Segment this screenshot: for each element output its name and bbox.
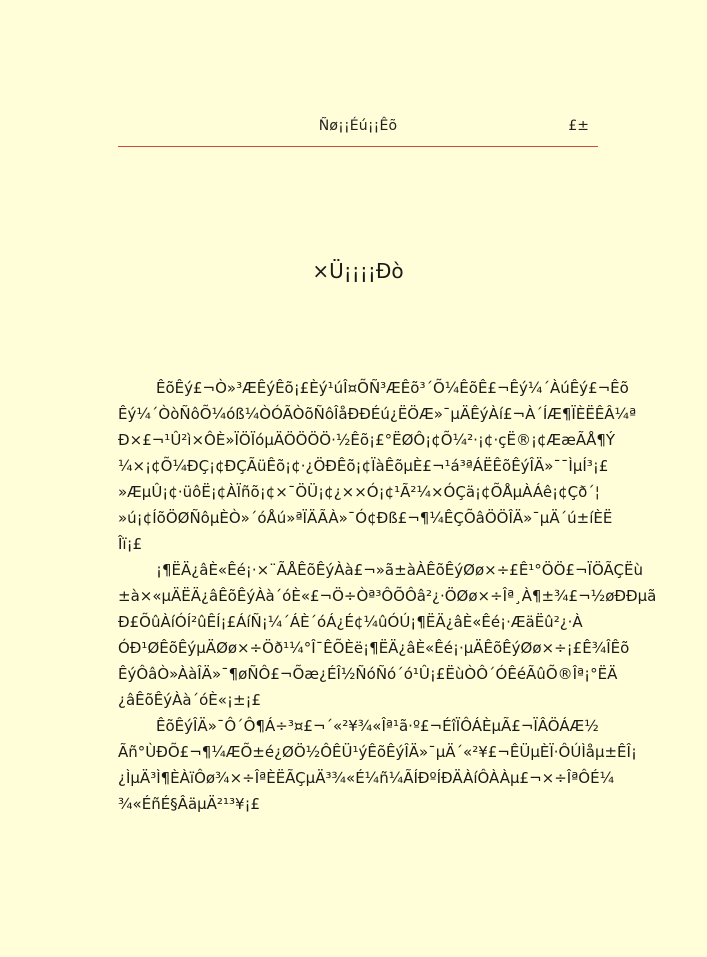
text-line: Ð×£¬¹Û²ì×ÔÈ»ÏÖÏóµÄÖÖÖÖ·½Êõ¡£°ËØÔ¡¢Õ¼²·¡¢·çË®¡¢ÆæÃÅ¶Ý — [118, 431, 616, 449]
text-line: ÊõÊýÎÄ»¯Ô´Ô¶Á÷³¤£¬´«²¥¾«Îª¹ã·º£¬ÉîÏÔÁÈµÃ£¬ÏÂÖÁÆ½ — [156, 717, 599, 735]
page-number: £± — [568, 118, 589, 134]
text-line: »ÆµÛ¡¢·üôË¡¢ÀÏñõ¡¢×¯ÖÜ¡¢¿××Ó¡¢¹Ã²¼×ÓÇä¡¢ÕÅµÀÁê¡¢Çð´¦ — [118, 483, 600, 501]
chapter-title: ×Ü¡¡¡¡Ðò — [312, 259, 404, 283]
text-line: »ú¡¢ÍõÖØÑôµÈÒ»´óÅú»ªÏÄÃÀ»¯Ó¢Ðß£¬¶¼ÊÇÕâÖÖÎÄ»¯µÄ´ú±íÈË — [118, 509, 613, 527]
text-line: Îï¡£ — [118, 535, 143, 553]
text-line: ¾«ÉñÉ§ÂäµÄ²¹³¥¡£ — [118, 795, 261, 813]
header-rule — [118, 146, 598, 147]
text-line: ¿ÌµÄ³Ì¶ÈÀïÔø¾×÷ÎªÈËÃÇµÄ³¾«É¼ñ¼ÃÍÐºÍÐÄÀíÔÀÀµ£¬×÷ÎªÔÉ¼ — [118, 769, 615, 787]
text-line: ¼×¡¢Õ¼ÐÇ¡¢ÐÇÃüÊõ¡¢·¿ÖÐÊõ¡¢ÏàÊõµÈ£¬¹á³ªÁËÊõÊýÎÄ»¯¯ÌµÍ³¡£ — [118, 457, 609, 475]
text-line: ¡¶ËÄ¿âÈ«Êé¡·×¨ÃÅÊõÊýÀà£¬»ã±àÀÊõÊýØø×÷£Ê¹°ÖÖ£¬ÏÖÃÇËù — [156, 561, 643, 579]
text-line: ÊõÊý£¬Ò»³ÆÊýÊõ¡£Èý¹úÎ¤ÕÑ³ÆÊõ³´Õ¼ÊõÊ£¬Êý¼´ÀúÊý£¬Êõ — [156, 379, 629, 397]
paragraph — [118, 713, 637, 817]
text-line: ÓÐ¹ØÊõÊýµÄØø×÷Öð¹¼°Î¯ÊÕÈë¡¶ËÄ¿âÈ«Êé¡·µÄÊõÊýØø×÷¡£Ê¾ÎÊõ — [118, 639, 630, 657]
text-line: ¿âÊõÊýÀà´óÈ«¡±¡£ — [118, 691, 262, 709]
paragraph — [118, 375, 637, 557]
paragraph — [118, 557, 657, 713]
text-line: Ãñ°ÙÐÕ£¬¶¼ÆÕ±é¿ØÖ½ÔÊÜ¹ýÊõÊýÎÄ»¯µÄ´«²¥£¬ÊÜµÈÏ·ÔÚÌåµ±ÊÎ¡ — [118, 743, 637, 761]
body-text — [118, 375, 657, 817]
header-title: Ñø¡¡Éú¡¡Êõ — [318, 118, 398, 134]
text-line: Ð£ÕûÀíÓÍ²ûÊÍ¡£ÁíÑ¡¼´ÁÈ´óÁ¿É¢¼ûÓÚ¡¶ËÄ¿âÈ«Êé¡·ÆäËû²¿·À — [118, 613, 583, 631]
text-line: Êý¼´ÒòÑôÕ¼óß¼ÒÓÃÒõÑôÎåÐÐÉú¿ËÖÆ»¯µÄÊýÀí£¬À´ÍÆ¶ÏÈËÊÂ¼ª — [118, 405, 637, 423]
text-line: ±à×«µÄËÄ¿âÊõÊýÀà´óÈ«£¬Ö÷Òª³ÔÕÔâ²¿·ÖØø×÷Îª¸À¶±¾£¬½øÐÐµã — [118, 587, 657, 605]
running-header — [118, 118, 598, 138]
text-line: ÊýÔâÒ»ÀàÎÄ»¯¶øÑÔ£¬Õæ¿ÉÎ½ÑóÑó´ó¹Û¡£ËùÒÔ´ÓÊéÃûÕ®Îª¡°ËÄ — [118, 665, 618, 683]
